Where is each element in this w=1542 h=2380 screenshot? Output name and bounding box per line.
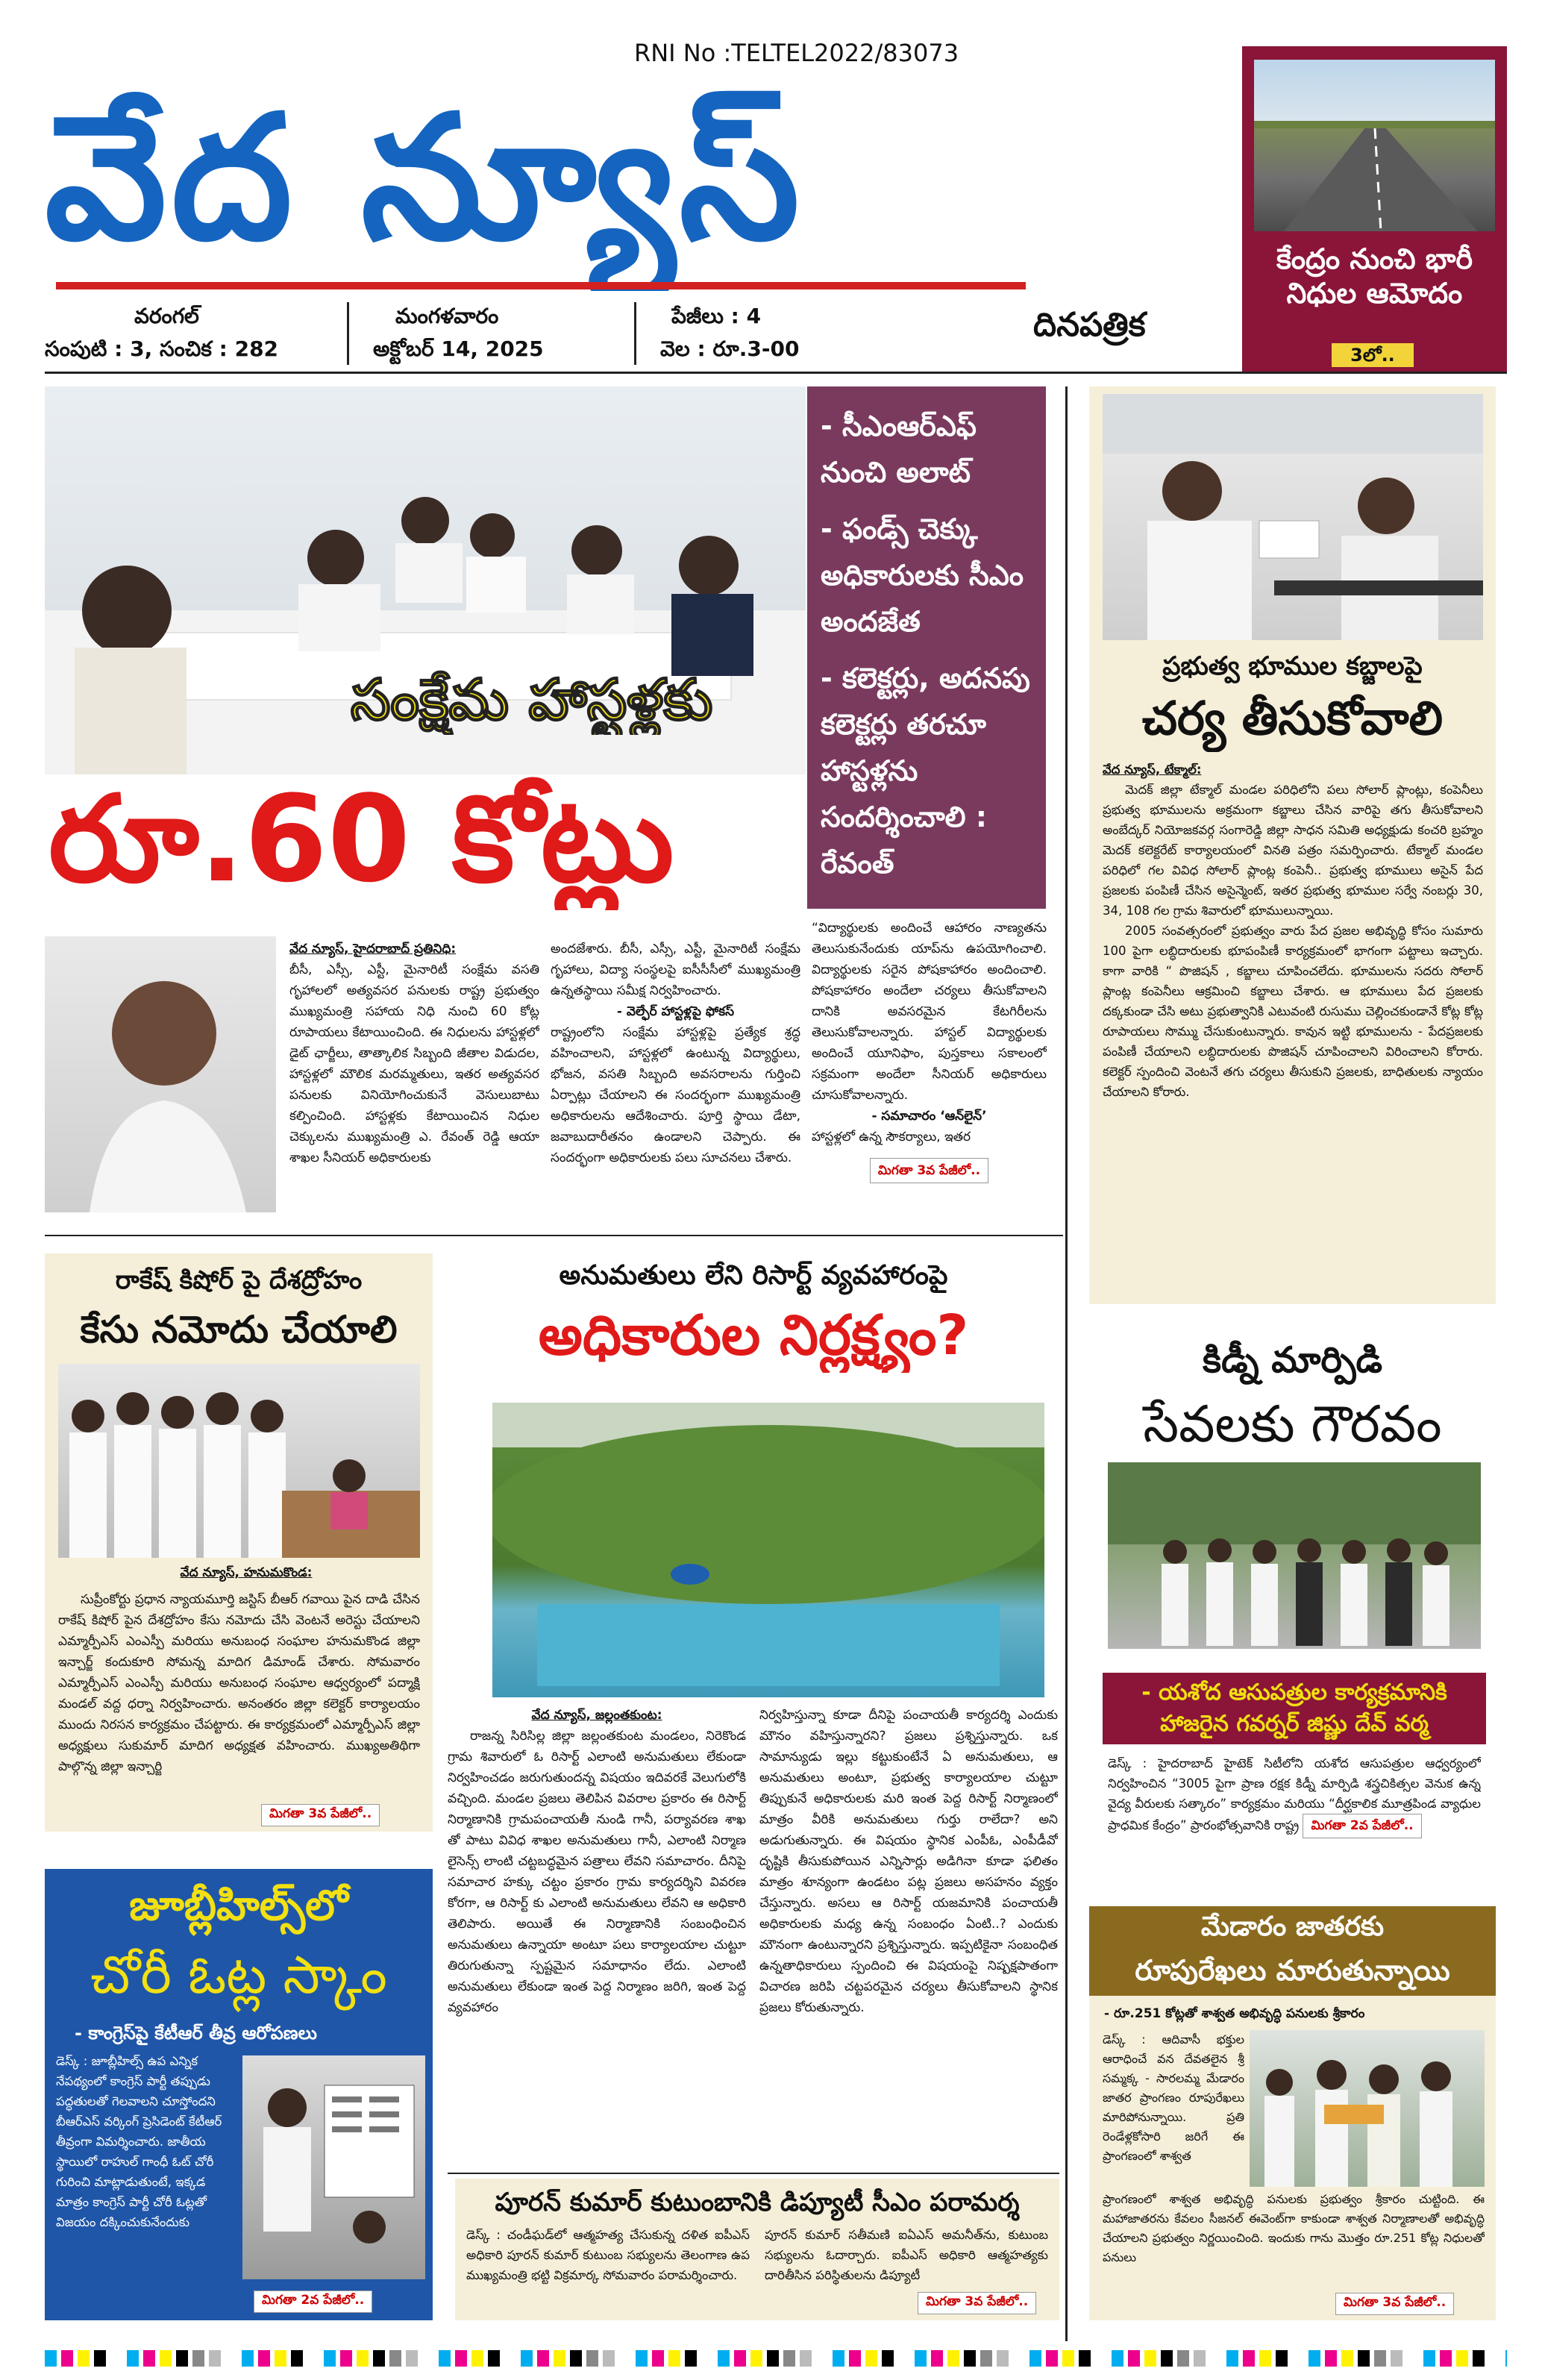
jubilee-illustration — [242, 2055, 425, 2279]
city-label: వరంగల్ — [134, 304, 199, 328]
registration-swatch — [1079, 2350, 1091, 2367]
registration-swatch — [1374, 2350, 1386, 2367]
registration-swatch — [833, 2350, 844, 2367]
ear-headline: కేంద్రం నుంచి భారీ నిధుల ఆమోదం — [1276, 242, 1473, 310]
masthead-info-row — [45, 302, 1029, 369]
registration-swatch — [1407, 2350, 1419, 2367]
registration-swatch — [1341, 2350, 1353, 2367]
medaram-photo — [1250, 2030, 1485, 2187]
registration-swatch — [898, 2350, 910, 2367]
registration-swatch — [258, 2350, 270, 2367]
registration-swatch — [488, 2350, 500, 2367]
resort-body: నిర్వహిస్తున్నా కూడా దీనిపై పంచాయతీ కార్యదర్శి ఎందుకు మౌనం వహిస్తున్నారని? ప్రజలు ప్రశ్నిస్తున్నారు. ఒక సామాన్యుడు ఇల్లు కట్టుకుంటేనే ఏ అనుమతులు, ఆ అనుమతులు అంటూ, ప్రభుత్వ కార్యాలయాల చుట్టూ తిప్పుకునే అధికారులకు మరి ఇంత పెద్ద రిసార్ట్ నిర్మాణంలో మాత్రం వీరికి అనుమతులు గుర్తు రాలేదా? అని అడుగుతున్నారు. ఈ విషయం స్థానిక ఎంపీఓ, ఎంపీడీవో దృష్టికి తీసుకుపోయిన ఎన్నిసార్లు అడిగినా కూడా ఫలితం మాత్రం శూన్యంగా ఉండటం పట్ల ప్రజలు అసహనం వ్యక్తం చేస్తున్నారు. అసలు ఆ రిసార్ట్ యజమానికి పంచాయతీ అధికారులకు మధ్య ఉన్న సంబంధం ఏంటి..? ఎందుకు మౌనంగా ఉంటున్నారని ప్రశ్నిస్తున్నారు. ఇప్పటికైనా సంబంధిత ఉన్నతాధికారులు స్పందించి ఈ విషయంపై నిష్పక్షపాతంగా విచారణ జరిపి చట్టపరమైన చర్యలు తీసుకోవాలని స్థానిక ప్రజలు కోరుతున్నారు. — [759, 1708, 1058, 2015]
registration-swatch — [800, 2350, 812, 2367]
registration-swatch — [1177, 2350, 1189, 2367]
registration-swatch — [127, 2350, 139, 2367]
registration-swatch — [1505, 2350, 1507, 2367]
registration-swatch — [750, 2350, 762, 2367]
medaram-story — [1089, 1906, 1496, 2320]
registration-swatch — [1194, 2350, 1206, 2367]
puran-headline: పూరన్ కుమార్ కుటుంబానికి డిప్యూటీ సీఎం పరామర్శ — [495, 2188, 1020, 2217]
rakesh-story — [45, 1253, 433, 1832]
lead-bullet: - సీఎంఆర్ఎఫ్ నుంచి అలాట్ — [821, 410, 977, 489]
registration-swatch — [1456, 2350, 1468, 2367]
registration-swatch — [78, 2350, 90, 2367]
pool-illustration — [492, 1403, 1044, 1697]
registration-swatch — [340, 2350, 352, 2367]
petition-illustration — [1103, 394, 1483, 640]
registration-swatch — [160, 2350, 172, 2367]
kidney-continued[interactable]: మిగతా 2వ పేజీలో.. — [1303, 1814, 1421, 1838]
registration-swatch — [94, 2350, 106, 2367]
registration-swatch — [849, 2350, 861, 2367]
lead-body: రాష్ట్రంలోని సంక్షేమ హాస్టళ్లపై ప్రత్యేక శ్రద్ధ వహించాలని, హాస్టళ్లలో ఉంటున్న విద్యార్థులు, భోజన, వసతి సిబ్బంది అవసరాలను గుర్తించి ఏర్పాట్లు చేయాలని ఈ సందర్భంగా ముఖ్యమంత్రి అధికారులను ఆదేశించారు. పూర్తి స్థాయి డేటా, జవాబుదారీతనం ఉండాలని చెప్పారు. ఈ సందర్భంగా అధికారులకు పలు సూచనలు చేశారు. — [551, 1025, 800, 1165]
lead-bullet: - కలెక్టర్లు, అదనపు కలెక్టర్లు తరచూ హాస్టళ్లను సందర్శించాలి : రేవంత్ — [821, 662, 1030, 880]
lead-body: అందజేశారు. బీసీ, ఎస్సీ, ఎస్టీ, మైనారిటీ సంక్షేమ గృహాలు, విద్యా సంస్థలపై ఐసీసీసీలో ముఖ్యమంత్రి ఉన్నతస్థాయి సమీక్ష నిర్వహించారు. — [551, 942, 800, 998]
registration-swatch — [1062, 2350, 1074, 2367]
volume-issue: సంపుటి : 3, సంచిక : 282 — [45, 336, 279, 361]
lead-body: “విద్యార్థులకు అందించే ఆహారం నాణ్యతను తెలుసుకునేందుకు యాప్‌ను ఉపయోగించాలి. విద్యార్థులకు సరైన పోషకాహారం అందించాలి. పోషకాహారం అందేలా చర్యలు తీసుకోవాలని దానికి అవసరమైన కేటగిరీలను తెలుసుకోవాలన్నారు. హాస్టల్ విద్యార్థులకు అందించే యూనిఫాం, పుస్తకాలు సకాలంలో సక్రమంగా అందేలా సీనియర్ అధికారులు చూసుకోవాలన్నారు. — [812, 921, 1047, 1103]
lead-body: హాస్టళ్లలో ఉన్న సౌకర్యాలు, ఇతర — [812, 1130, 971, 1144]
registration-swatch — [209, 2350, 221, 2367]
right-story-body — [1103, 760, 1483, 1297]
kidney-photo — [1108, 1462, 1481, 1649]
registration-swatch — [997, 2350, 1009, 2367]
registration-swatch — [701, 2350, 713, 2367]
registration-swatch — [1391, 2350, 1402, 2367]
registration-swatch — [964, 2350, 976, 2367]
pages-label: పేజీలు : 4 — [671, 304, 762, 328]
section-rule — [45, 1235, 1063, 1236]
registration-swatch — [1473, 2350, 1485, 2367]
registration-swatch — [291, 2350, 303, 2367]
registration-swatch — [307, 2350, 319, 2367]
kidney-body-text: డెస్క్ : హైదరాబాద్ హైటెక్ సిటీలోని యశోద ఆసుపత్రుల ఆధ్వర్యంలో నిర్వహించిన “3005 పైగా ప్రాణ రక్షక కిడ్నీ మార్పిడి శస్త్రచికిత్సల వెనుక ఉన్న వైద్య వీరులకు సత్కారం” కార్యక్రమం మరియు “దీర్ఘకాలిక మూత్రపిండ వ్యాధుల ప్రాధమిక కేంద్రం” ప్రారంభోత్సవానికి రాష్ట్ర — [1108, 1756, 1481, 1832]
medaram-kicker: మేడారం జాతరకు — [1200, 1911, 1385, 1942]
registration-swatch — [947, 2350, 959, 2367]
registration-swatch — [1095, 2350, 1107, 2367]
masthead-bottom-rule — [45, 372, 1507, 374]
info-divider — [634, 302, 636, 365]
lead-col-1 — [289, 939, 539, 1215]
medaram-body-1: డెస్క్ : ఆదివాసీ భక్తుల ఆరాధించే వన దేవతలైన శ్రీ సమ్మక్క - సారలమ్మ మేడారం జాతర ప్రాంగణం రూపురేఖలు మారిపోనున్నాయి. ప్రతి రెండేళ్లకోసారి జరిగే ఈ ప్రాంగణంలో శాశ్వత — [1103, 2032, 1244, 2163]
day-label: మంగళవారం — [395, 304, 499, 328]
medaram-illustration — [1250, 2030, 1485, 2187]
registration-swatch — [61, 2350, 73, 2367]
registration-swatch — [389, 2350, 401, 2367]
daily-label: దినపత్రిక — [1033, 306, 1146, 344]
rakesh-illustration — [58, 1364, 420, 1558]
rakesh-photo — [58, 1364, 420, 1558]
registration-swatch — [192, 2350, 204, 2367]
highway-illustration — [1254, 60, 1495, 231]
resort-col-1 — [448, 1705, 746, 2167]
registration-swatch — [915, 2350, 927, 2367]
registration-swatch — [1210, 2350, 1222, 2367]
registration-swatch — [1325, 2350, 1337, 2367]
registration-swatch — [1440, 2350, 1452, 2367]
registration-swatch — [1046, 2350, 1058, 2367]
right-story-kicker: ప్రభుత్వ భూముల కబ్జాలపై — [1162, 651, 1423, 681]
registration-swatch — [931, 2350, 943, 2367]
kidney-kicker: కిడ్నీ మార్పిడి — [1203, 1339, 1382, 1381]
rakesh-kicker: రాకేష్ కిషోర్ పై దేశద్రోహం — [115, 1265, 363, 1295]
resort-col-2 — [759, 1705, 1058, 2167]
jubilee-story — [45, 1869, 433, 2320]
registration-swatch — [242, 2350, 254, 2367]
lead-headline: రూ.60 కోట్లు — [48, 769, 674, 909]
registration-swatch — [767, 2350, 779, 2367]
registration-swatch — [1489, 2350, 1501, 2367]
resort-dateline: వేద న్యూస్, జల్లంతకుంట: — [531, 1708, 662, 1723]
jubilee-headline-1: జూబ్లీహిల్స్‌లో — [129, 1882, 348, 1930]
registration-swatch — [816, 2350, 828, 2367]
registration-swatch — [652, 2350, 664, 2367]
medaram-header — [1089, 1906, 1496, 1996]
masthead-red-rule — [56, 282, 1026, 289]
registration-swatch — [1112, 2350, 1123, 2367]
lead-bullet: - ఫండ్స్ చెక్కు అధికారులకు సీఎం అందజేత — [821, 513, 1024, 638]
registration-swatch — [1029, 2350, 1041, 2367]
registration-swatch — [537, 2350, 549, 2367]
registration-swatch — [636, 2350, 648, 2367]
right-story-dateline: వేద న్యూస్, టేక్మాల్: — [1103, 762, 1202, 777]
registration-swatch — [176, 2350, 188, 2367]
registration-swatch — [619, 2350, 631, 2367]
lead-bullets-box — [807, 386, 1046, 909]
registration-swatch — [422, 2350, 434, 2367]
registration-swatch — [324, 2350, 336, 2367]
lead-col-2 — [551, 939, 800, 1215]
price-label: వెల : రూ.3-00 — [660, 336, 800, 361]
registration-swatch — [1423, 2350, 1435, 2367]
registration-swatch — [373, 2350, 385, 2367]
kidney-illustration — [1108, 1462, 1481, 1649]
registration-swatch — [668, 2350, 680, 2367]
registration-swatch — [225, 2350, 237, 2367]
registration-swatch — [406, 2350, 418, 2367]
rakesh-dateline: వేద న్యూస్, హనుమకొండ: — [180, 1565, 313, 1580]
puran-col-1: డెస్క్ : చండీఘడ్‌లో ఆత్మహత్య చేసుకున్న దళిత ఐపీఎస్ అధికారి పూరన్ కుమార్ కుటుంబ సభ్యులను తెలంగాణ ఉప ముఖ్యమంత్రి భట్టి విక్రమార్క సోమవారం పరామర్శించారు. — [466, 2228, 750, 2282]
right-story — [1089, 386, 1496, 1304]
registration-swatch — [439, 2350, 451, 2367]
jubilee-headline-2: చోరీ ఓట్ల స్కాం — [90, 1944, 387, 2005]
registration-swatch — [110, 2350, 122, 2367]
lead-subhead: - వెల్ఫేర్ హాస్టళ్లపై ఫోకస్ — [616, 1004, 735, 1019]
column-rule-vertical — [1065, 386, 1068, 2341]
lead-continued[interactable]: మిగతా 3వ పేజీలో.. — [870, 1158, 988, 1183]
section-rule — [448, 2173, 1059, 2174]
medaram-continued[interactable]: మిగతా 3వ పేజీలో.. — [1335, 2293, 1454, 2315]
jubilee-photo — [242, 2055, 425, 2279]
registration-swatch — [455, 2350, 467, 2367]
registration-swatch — [1226, 2350, 1238, 2367]
right-story-para: 2005 సంవత్సరంలో ప్రభుత్వం వారు పేద ప్రజల అభివృద్ధి కోసం సుమారు 100 పైగా లబ్ధిదారులకు భూపంపిణీ కార్యక్రమంలో భాగంగా పట్టాలు ఇచ్చారు. కాగా వారికి “ పొజిషన్ , కబ్జాలు చూపించలేదు. భూములను సదరు సోలార్ ప్లాంట్ల కంపెనీలు ఆక్రమించి కబ్జాలు చేశారు. ఆ భూములు పేద ప్రజలకు దక్కకుండా చేసి అటు ప్రభుత్వానికి ఎటువంటి రుసుము చెల్లించకుండానే కోట్ల కోట్ల రూపాయలు సొమ్ము చేసుకుంటున్నారు. కావున ఇట్టి భూములను - పేదప్రజలకు పంపిణీ చేయాలని లబ్ధిదారులకు పొజిషన్ చూపించాలని విరించాలని కోరారు. కలెక్టర్ స్పందించి వెంటనే తగు చర్యలు తీసుకుని ప్రజలకు, బాధితులకు న్యాయం చేయాలని కోరారు. — [1103, 924, 1483, 1099]
registration-swatch — [1161, 2350, 1173, 2367]
registration-swatch — [783, 2350, 795, 2367]
lead-dateline: వేద న్యూస్, హైదరాబాద్ ప్రతినిధి: — [289, 942, 457, 956]
lead-col-3 — [812, 918, 1047, 1216]
puran-story — [455, 2179, 1059, 2320]
registration-swatch — [603, 2350, 615, 2367]
color-registration-bar — [45, 2350, 1507, 2367]
medaram-body-2: ప్రాంగణంలో శాశ్వత అభివృద్ధి పనులకు ప్రభుత్వం శ్రీకారం చుట్టింది. ఈ మహాజాతరను కేవలం సీజనల్ ఈవెంట్‌గా కాకుండా శాశ్వత నిర్మాణాలతో అభివృద్ధి చేయాలని ప్రభుత్వం నిర్ణయించింది. ఇందుకు గాను మొత్తం రూ.251 కోట్ల నిధులతో పనులు — [1103, 2192, 1485, 2264]
jubilee-body: డెస్క్ : జూబ్లీహిల్స్ ఉప ఎన్నిక నేపథ్యంలో కాంగ్రెస్ పార్టీ తప్పుడు పద్ధతులతో గెలవాలని చూస్తోందని బీఆర్ఎస్ వర్కింగ్ ప్రెసిడెంట్ కేటీఆర్ తీవ్రంగా విమర్శించారు. జాతీయ స్థాయిలో రాహుల్ గాంధీ ఓట్ చోరీ గురించి మాట్లాడుతుంటే, ఇక్కడ మాత్రం కాంగ్రెస్ పార్టీ చోరీ ఓట్లతో విజయం దక్కించుకునేందుకు — [56, 2054, 222, 2229]
kidney-caption-box — [1103, 1673, 1486, 1744]
registration-swatch — [1308, 2350, 1320, 2367]
rakesh-body: సుప్రీంకోర్టు ప్రధాన న్యాయమూర్తి జస్టిస్ బీఆర్ గవాయి పైన దాడి చేసిన రాకేష్ కిషోర్ పైన దేశద్రోహం కేసు నమోదు చేసి వెంటనే అరెస్టు చేయాలని ఎమ్మార్పీఎస్ ఎంఎస్పీ మరియు అనుబంధ సంఘాల హనుమకొండ జిల్లా ఇన్చార్జ్ కందుకూరి సోమన్న మాదిగ డిమాండ్ చేశారు. సోమవారం ఎమ్మార్పీఎస్ ఎంఎస్పీ మరియు అనుబంధ సంఘాల ఆధ్వర్యంలో పద్మాక్షి మండల్ వద్ద ధర్నా నిర్వహించారు. అనంతరం జిల్లా కలెక్టర్ కార్యాలయం ముందు నిరసన కార్యక్రమం చేపట్టారు. ఈ కార్యక్రమంలో ఎమ్మార్పీఎస్ జిల్లా అధ్యక్షులు సుకుమార్ మాదిగ అధ్యక్షత వహించారు. ముఖ్యఅతిథిగా పాల్గొన్న జిల్లా ఇన్చార్జి — [58, 1592, 420, 1774]
cm-portrait — [45, 936, 276, 1212]
right-story-headline: చర్య తీసుకోవాలి — [1141, 691, 1444, 745]
registration-swatch — [882, 2350, 894, 2367]
registration-swatch — [275, 2350, 286, 2367]
registration-swatch — [143, 2350, 155, 2367]
registration-swatch — [1128, 2350, 1140, 2367]
masthead-title: వేద న్యూస్ — [45, 79, 804, 278]
registration-swatch — [685, 2350, 697, 2367]
resort-body: రాజన్న సిరిసిల్ల జిల్లా జల్లంతకుంట మండలం, నిరెకొండ గ్రామ శివారులో ఓ రిసార్ట్ ఎలాంటి అనుమతులు లేకుండా నిర్వహించడం జరుగుతుందన్న విషయం ఇదివరకే వెలుగులోకి వచ్చింది. మండల ప్రజలు తెలిపిన వివరాల ప్రకారం ఈ రిసార్ట్ నిర్మాణానికి గ్రామపంచాయతీ నుండి గానీ, పర్యావరణ శాఖ తో పాటు వివిధ శాఖల అనుమతులు గానీ, ఎలాంటి నిర్మాణ లైసెన్స్ లాంటి చట్టబద్ధమైన పత్రాలు లేవని సమాచారం. దీనిపై సమాచార హక్కు చట్టం ప్రకారం గ్రామ కార్యదర్శిని వివరణ కోరగా, ఆ రిసార్ట్ కు ఎలాంటి అనుమతులు లేవని ఆ అధికారి తెలిపారు. అయితే ఈ నిర్మాణానికి సంబంధించిన అనుమతులు ఉన్నాయా అంటూ పలు కార్యాలయాల చుట్టూ తిరుగుతున్నా స్పష్టమైన సమాధానం లేదు. ఎలాంటి అనుమతులు లేకుండా ఇంత పెద్ద నిర్మాణం జరిగి, ఇంత పెద్ద వ్యవహారం — [448, 1729, 746, 2015]
right-story-para: మెదక్ జిల్లా టేక్మాల్ మండల పరిధిలోని పలు సోలార్ ప్లాంట్లు, కంపెనీలు ప్రభుత్వ భూములను అక్రమంగా కబ్జాలు చేసిన వారిపై తగు తీసుకోవాలని అంబేద్కర్ నియోజకవర్గ సంగారెడ్డి జిల్లా సాధన సమితి అధ్యక్షుడు కంచరి బ్రహ్మం మెదక్ కలెక్టరేట్ కార్యాలయంలో వినతి పత్రం సమర్పించారు. టేక్మాల్ మండల పరిధిలో గల వివిధ సోలార్ ప్లాంట్ల కంపెనీ.. ప్రభుత్వ భూములు అసైన్ పేద ప్రజలకు పంపిణీ చేసిన అసైన్మెంట్, ఇతర ప్రభుత్వ భూముల సర్వే నంబర్లు 30, 34, 108 గల గ్రామ శివారులో భూములున్నాయి. — [1103, 783, 1483, 918]
resort-photo — [492, 1403, 1044, 1697]
registration-swatch — [734, 2350, 746, 2367]
rni-number: RNI No :TELTEL2022/83073 — [634, 39, 959, 67]
ear-box — [1242, 46, 1507, 372]
kidney-caption: - యశోద ఆసుపత్రుల కార్యక్రమానికి హాజరైన గవర్నర్ జిష్ణు దేవ్ వర్మ — [1141, 1679, 1447, 1737]
registration-swatch — [471, 2350, 483, 2367]
rakesh-continued[interactable]: మిగతా 3వ పేజీలో.. — [261, 1804, 380, 1826]
resort-headline: అధికారుల నిర్లక్ష్యం? — [538, 1303, 969, 1368]
registration-swatch — [45, 2350, 57, 2367]
registration-swatch — [521, 2350, 533, 2367]
registration-swatch — [1292, 2350, 1304, 2367]
ear-tag: 3లో.. — [1332, 343, 1414, 367]
medaram-headline: రూపురేఖలు మారుతున్నాయి — [1135, 1954, 1450, 1987]
registration-swatch — [1144, 2350, 1156, 2367]
registration-swatch — [357, 2350, 369, 2367]
registration-swatch — [1259, 2350, 1271, 2367]
registration-swatch — [980, 2350, 992, 2367]
rakesh-headline: కేసు నమోదు చేయాలి — [80, 1308, 398, 1351]
puran-col-2: పూరన్ కుమార్ సతీమణి ఐఏఎస్ అమనీత్‌ను, కుటుంబ సభ్యులను ఓదార్చారు. ఐపీఎస్ అధికారి ఆత్మహత్యకు దారితీసిన పరిస్థితులను డిప్యూటీ — [765, 2228, 1048, 2282]
lead-kicker: సంక్షేమ హాస్టళ్లకు — [351, 666, 713, 733]
registration-swatch — [1276, 2350, 1288, 2367]
medaram-subhead: - రూ.251 కోట్లతో శాశ్వత అభివృద్ధి పనులకు శ్రీకారం — [1104, 2006, 1365, 2021]
puran-continued[interactable]: మిగతా 3వ పేజీలో.. — [918, 2292, 1036, 2314]
registration-swatch — [718, 2350, 730, 2367]
resort-kicker: అనుమతులు లేని రిసార్ట్ వ్యవహారంపై — [559, 1260, 948, 1291]
registration-swatch — [504, 2350, 516, 2367]
registration-swatches — [45, 2350, 1507, 2367]
kidney-body — [1108, 1753, 1481, 1865]
registration-swatch — [1013, 2350, 1025, 2367]
registration-swatch — [865, 2350, 877, 2367]
kidney-headline: సేవలకు గౌరవం — [1143, 1395, 1442, 1454]
jubilee-subhead: - కాంగ్రెస్‌పై కేటీఆర్ తీవ్ర ఆరోపణలు — [75, 2023, 317, 2044]
lead-body: బీసీ, ఎస్సీ, ఎస్టీ, మైనారిటీ సంక్షేమ వసతి గృహాలలో అత్యవసర పనులకు రాష్ట్ర ప్రభుత్వం ముఖ్యమంత్రి సహాయ నిధి నుంచి 60 కోట్ల రూపాయలు కేటాయించింది. ఈ నిధులను హాస్టళ్లలో డైట్ ఛార్జీలు, తాత్కాలిక సిబ్బంది జీతాల విడుదల, హాస్టళ్లలో మౌలిక మరమ్మతులు, ఇతర అత్యవసర పనులకు వినియోగించుకునే వెసులుబాటు కల్పించింది. హాస్టళ్లకు కేటాయించిన నిధుల చెక్కులను ముఖ్యమంత్రి ఎ. రేవంత్ రెడ్డి ఆయా శాఖల సీనియర్ అధికారులకు — [289, 962, 539, 1165]
date-label: అక్టోబర్ 14, 2025 — [373, 336, 544, 361]
highway-photo — [1254, 60, 1495, 231]
registration-swatch — [1358, 2350, 1370, 2367]
petition-photo — [1103, 394, 1483, 640]
lead-subhead: - సమాచారం ‘ఆన్‌లైన్’ — [871, 1109, 987, 1124]
info-divider — [347, 302, 349, 365]
registration-swatch — [570, 2350, 582, 2367]
registration-swatch — [1243, 2350, 1255, 2367]
registration-swatch — [554, 2350, 565, 2367]
cm-photo — [45, 936, 276, 1212]
jubilee-continued[interactable]: మిగతా 2వ పేజీలో.. — [254, 2290, 372, 2313]
masthead-logo — [45, 67, 1037, 291]
registration-swatch — [586, 2350, 598, 2367]
